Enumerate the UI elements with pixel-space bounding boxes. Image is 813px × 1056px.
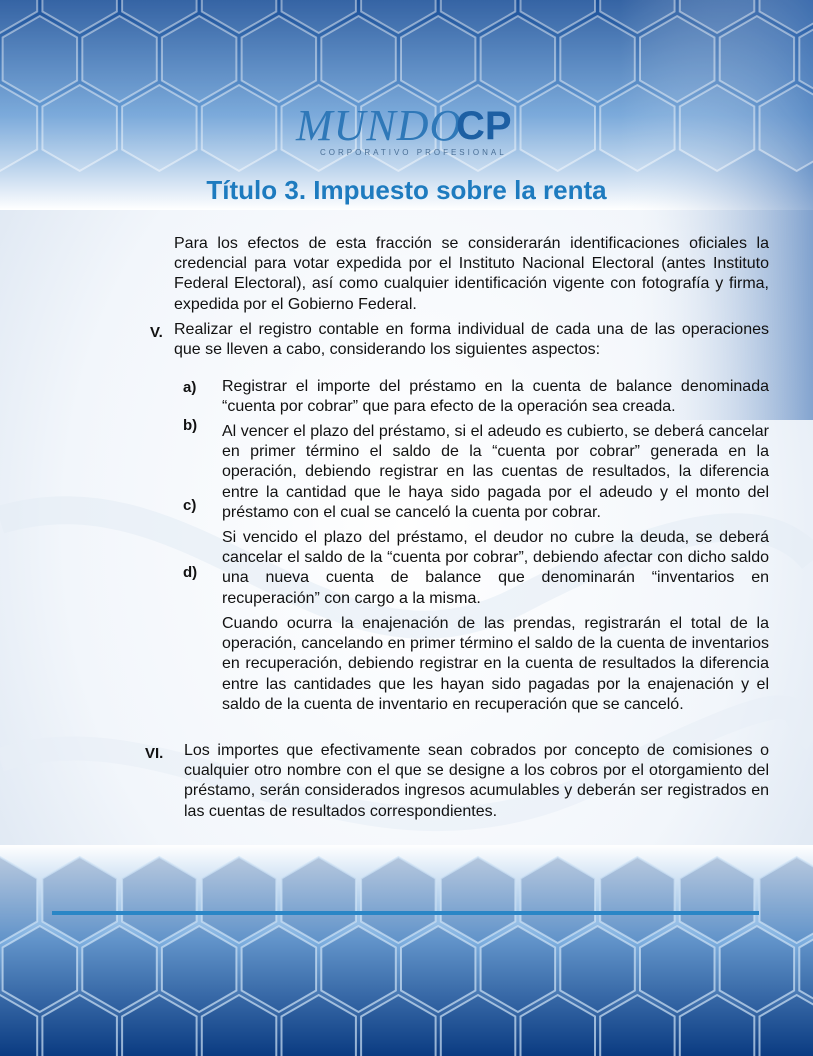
item-c-text: Si vencido el plazo del préstamo, el deudor no cubre la deuda, se deberá cancelar el saldo de la “cuenta por cobrar”, debiendo afectar con dicho saldo una nueva cuenta de balance que denominarán “inventarios en recuperación” con cargo a la misma. [222, 529, 769, 607]
section-v-marker: V. [150, 324, 163, 341]
item-d-marker: d) [183, 564, 198, 581]
logo-suffix: CP [456, 104, 512, 148]
section-vi-text: Los importes que efectivamente sean cobrados por concepto de comisiones o cualquier otro nombre con el que se designe a los cobros por el otorgamiento del préstamo, serán considerados ingresos acumulables y deberán ser registrados en las cuentas de resultados correspondientes. [184, 742, 769, 820]
item-c-marker: c) [183, 497, 197, 514]
footer-divider [52, 911, 759, 915]
logo-tagline: CORPORATIVO PROFESIONAL [320, 148, 507, 157]
item-b-text: Al vencer el plazo del préstamo, si el adeudo es cubierto, se deberá cancelar en primer término el saldo de la “cuenta por cobrar” generada en la operación, debiendo registrar en las cuentas de resultados, la diferencia entre la cantidad que le haya sido pagada por el adeudo y el monto del préstamo con el cual se canceló la cuenta por cobrar. [222, 423, 769, 521]
section-v-text: Realizar el registro contable en forma individual de cada una de las operaciones que se lleven a cabo, considerando los siguientes aspectos: [174, 321, 769, 359]
intro-paragraph: Para los efectos de esta fracción se considerarán identificaciones oficiales la credencial para votar expedida por el Instituto Nacional Electoral (antes Instituto Federal Electoral), así como cualquier identificación vigente con fotografía y firma, expedida por el Gobierno Federal. [174, 235, 769, 313]
item-a-marker: a) [183, 379, 197, 396]
section-vi-marker: VI. [145, 745, 164, 762]
page-title: Título 3. Impuesto sobre la renta [206, 175, 607, 205]
logo-name: MUNDO [296, 101, 463, 150]
item-b-marker: b) [183, 417, 198, 434]
item-a-text: Registrar el importe del préstamo en la cuenta de balance denominada “cuenta por cobrar” que para efecto de la operación sea creada. [222, 378, 769, 416]
item-d-text: Cuando ocurra la enajenación de las prendas, registrarán el total de la operación, cancelando en primer término el saldo de la cuenta de inventarios en recuperación, debiendo registrar en la cuenta de resultados la diferencia entre las cantidades que les hayan sido pagadas por la enajenación y el saldo de la cuenta de inventario en recuperación que se canceló. [222, 615, 769, 713]
mundo-cp-logo [296, 100, 536, 162]
